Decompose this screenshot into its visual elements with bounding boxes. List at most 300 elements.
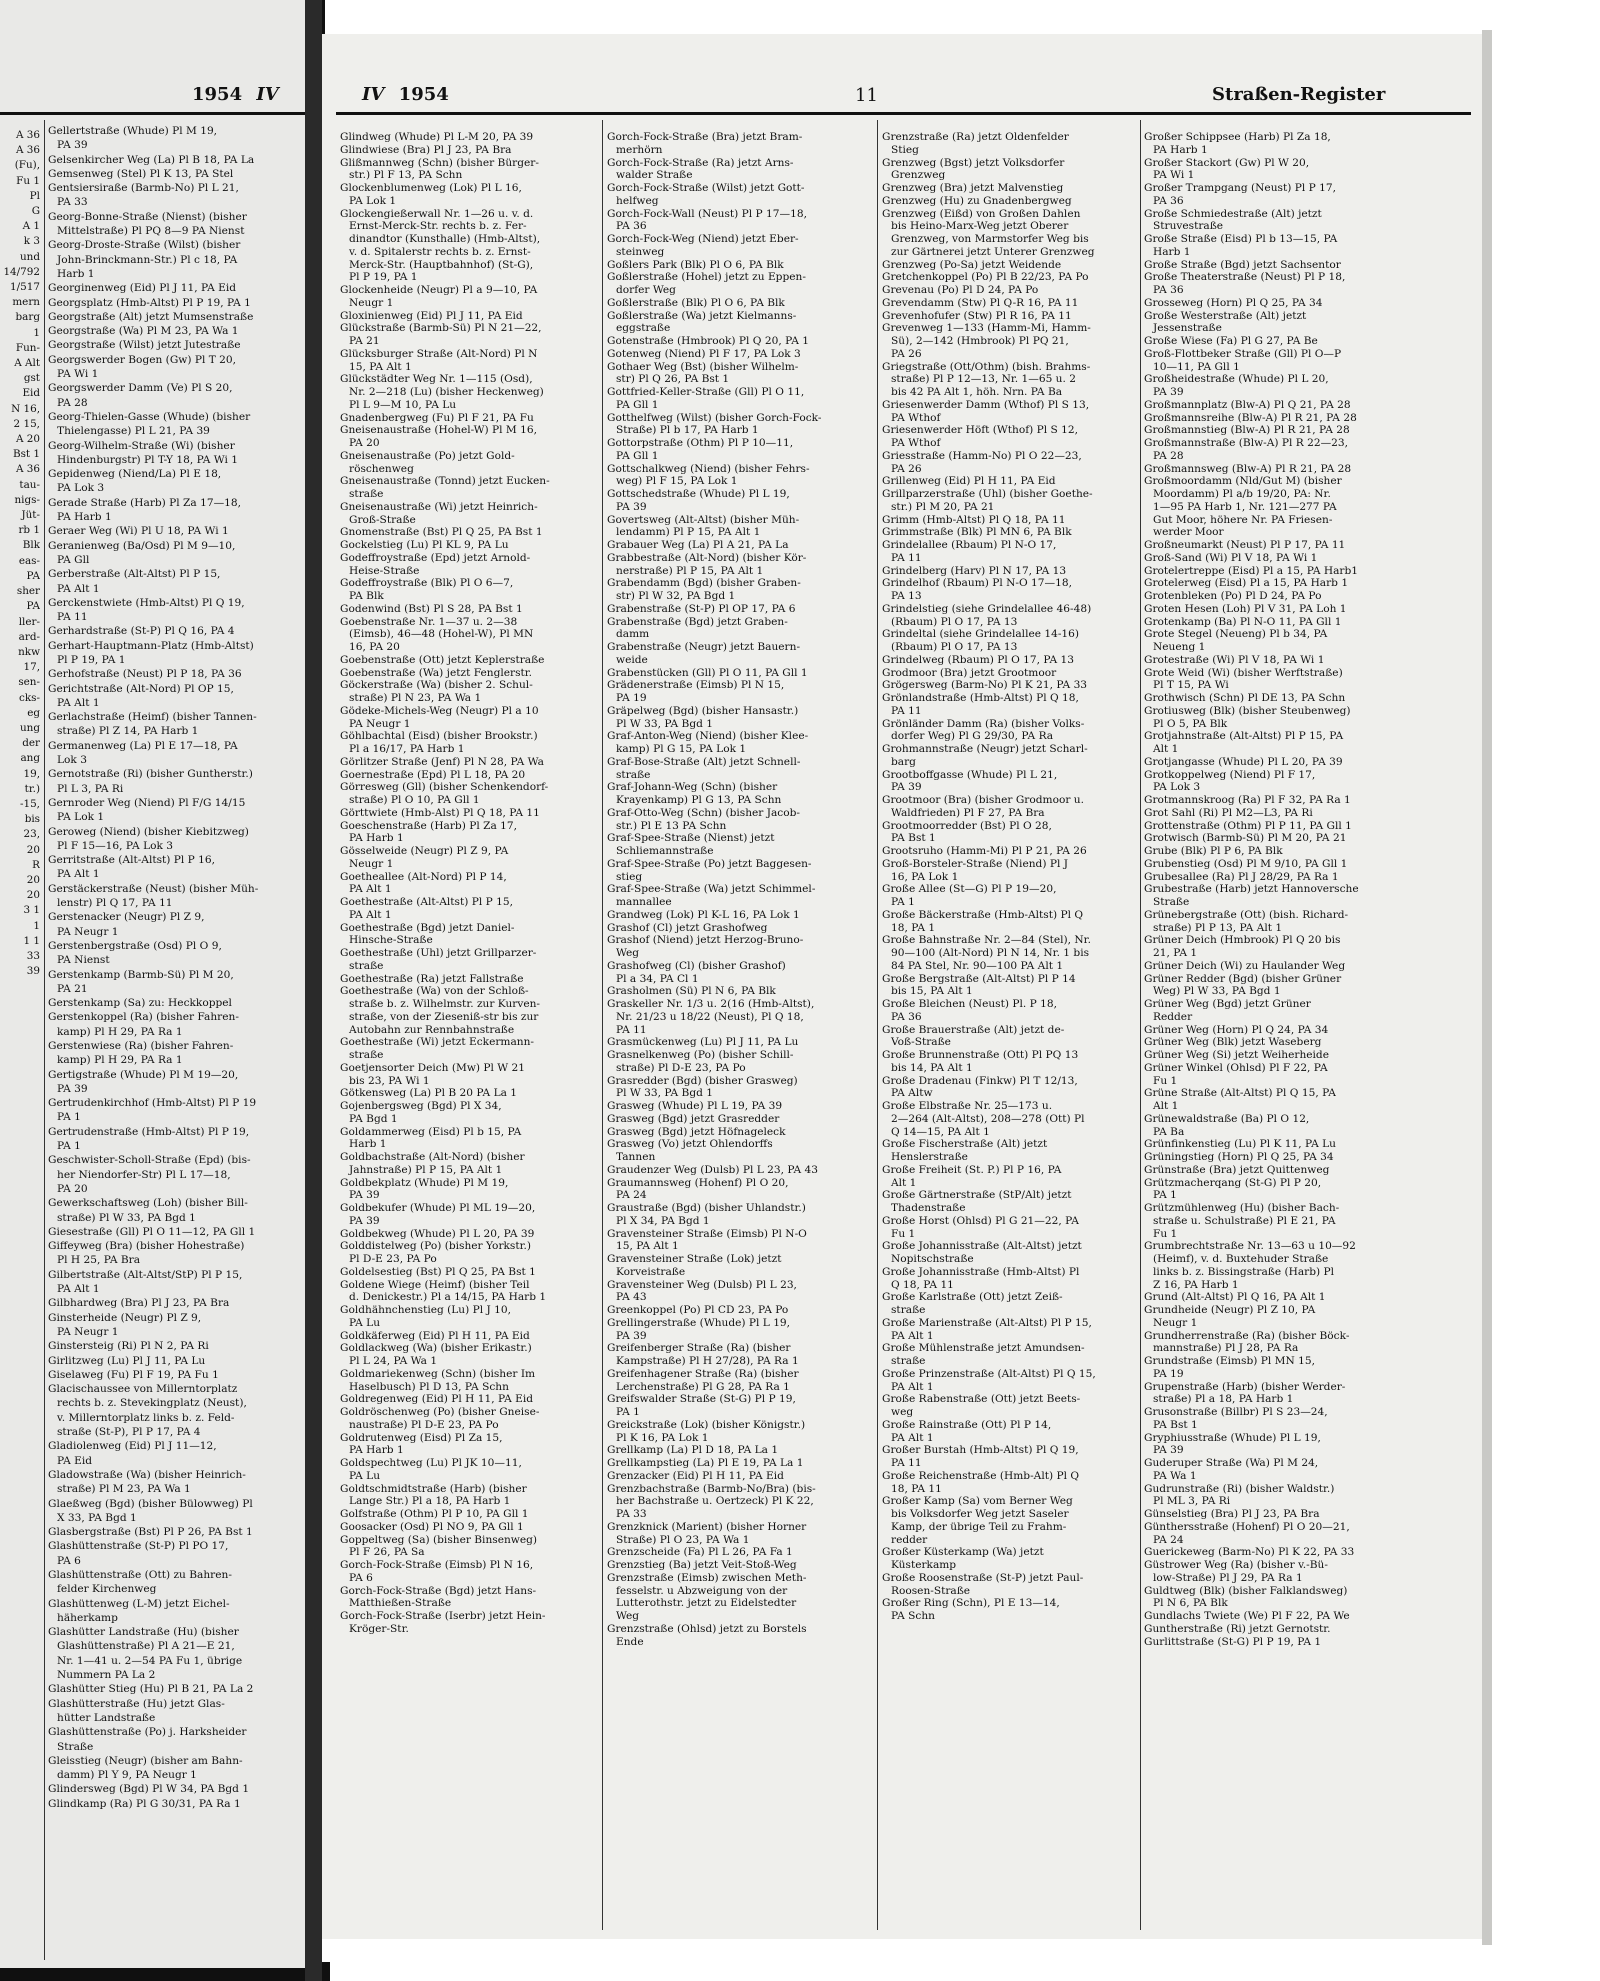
register-entry: Großmannstraße (Blw-A) Pl R 22—23, [1144,437,1349,449]
register-entry: Graf-Otto-Weg (Schn) (bisher Jacob- [607,806,800,819]
register-entry-continuation: Waldfrieden) Pl F 27, PA Bra [891,806,1045,819]
margin-fragment: R [32,858,40,871]
register-entry-continuation: Thadenstraße [891,1202,966,1214]
register-entry-continuation: PA Alt 1 [349,908,392,921]
register-entry-continuation: straße [349,959,384,972]
register-entry: Grosseweg (Horn) Pl Q 25, PA 34 [1144,296,1323,309]
register-entry: Grindelweg (Rbaum) Pl O 17, PA 13 [882,653,1075,666]
register-entry: Großer Trampgang (Neust) Pl P 17, [1144,182,1336,194]
left-column-divider [44,120,45,1960]
register-entry: Grevenweg 1—133 (Hamm-Mi, Hamm- [882,322,1091,335]
register-entry: Gerstenacker (Neugr) Pl Z 9, [48,911,205,924]
register-entry-continuation: Matthießen-Straße [349,1597,452,1610]
register-entry-continuation: Alt 1 [1153,743,1179,755]
left-page [0,0,305,1968]
register-entry: Gundlachs Twiete (We) Pl F 22, PA We [1144,1610,1350,1622]
register-entry: Glindweg (Whude) Pl L-M 20, PA 39 [340,131,534,143]
margin-fragment: 20 [26,889,40,902]
register-entry-continuation: PA Alt 1 [57,868,100,881]
register-entry: Glockenblumenweg (Lok) Pl L 16, [340,182,522,194]
register-entry-continuation: PA 1 [616,1406,640,1418]
register-entry-continuation: straße u. Schulstraße) Pl E 21, PA [1153,1214,1336,1227]
register-entry: Große Roosenstraße (St-P) jetzt Paul- [882,1571,1084,1584]
register-entry: Grotelerweg (Eisd) Pl a 15, PA Harb 1 [1144,577,1349,590]
register-entry-continuation: v. Millerntorplatz links b. z. Feld- [57,1411,235,1424]
register-entry-continuation: PA 1 [1153,1189,1177,1202]
register-entry: Gotthelfweg (Wilst) (bisher Gorch-Fock- [607,411,822,424]
register-entry: Gernroder Weg (Niend) Pl F/G 14/15 [48,796,246,809]
register-entry: Gravensteiner Straße (Lok) jetzt [607,1253,782,1265]
register-entry: Grashof (Niend) jetzt Herzog-Bruno- [607,934,804,947]
register-entry-continuation: straße [891,1304,926,1316]
register-entry: Griesstraße (Hamm-No) Pl O 22—23, [882,449,1082,462]
register-entry: Grundheide (Neugr) Pl Z 10, PA [1144,1304,1316,1316]
margin-fragment: (Fu), [14,159,40,172]
register-entry-continuation: damm) Pl Y 9, PA Neugr 1 [57,1769,197,1782]
margin-fragment: A Alt [14,357,40,370]
register-entry-continuation: straße b. z. Wilhelmstr. zur Kurven- [349,998,541,1010]
register-entry-continuation: PA 24 [616,1189,647,1202]
register-entry: Goetjensorter Deich (Mw) Pl W 21 [340,1061,526,1074]
register-entry: Große Rabenstraße (Ott) jetzt Beets- [882,1393,1081,1406]
register-entry: Goldröschenweg (Po) (bisher Gneise- [340,1406,540,1418]
margin-fragment: 20 [26,843,40,856]
margin-fragment: tau- [19,478,40,491]
register-entry: Grote Weid (Wi) (bisher Werftstraße) [1144,666,1343,679]
register-entry-continuation: d. Denickestr.) Pl a 14/15, PA Harb 1 [349,1291,547,1304]
register-entry: Grasmückenweg (Lu) Pl J 11, PA Lu [607,1036,799,1049]
register-entry: Grillenweg (Eid) Pl H 11, PA Eid [882,475,1056,488]
register-entry: Glückstädter Weg Nr. 1—115 (Osd), [340,373,533,386]
register-column-4 [1144,131,1478,1648]
register-entry-continuation: Thielengasse) Pl L 21, PA 39 [57,425,210,438]
register-entry: Goßlerstraße (Hohel) jetzt zu Eppen- [607,271,806,284]
register-entry: Gneisenaustraße (Hohel-W) Pl M 16, [340,424,537,437]
register-entry-continuation: Stieg [891,143,919,156]
register-entry: Gottorpstraße (Othm) Pl P 10—11, [607,437,794,449]
register-entry-continuation: John-Brinckmann-Str.) Pl c 18, PA [57,253,238,266]
register-entry: Georginenweg (Eid) Pl J 11, PA Eid [48,282,237,295]
register-entry: Greifswalder Straße (St-G) Pl P 19, [607,1393,796,1406]
register-entry-continuation: PA Gll 1 [616,449,659,462]
margin-fragment: 14/792 [3,265,40,278]
register-entry: Grasweg (Bgd) jetzt Höfnageleck [607,1125,786,1138]
register-entry-continuation: Schliemannstraße [616,845,714,857]
register-entry-continuation: PA Alt 1 [57,1283,100,1296]
register-entry: Goethestraße (Wa) von der Schloß- [340,985,529,998]
register-entry-continuation: Haselbusch) Pl D 13, PA Schn [349,1380,509,1393]
register-entry: Göckerstraße (Wa) (bisher 2. Schul- [340,679,533,692]
register-entry-continuation: Alt 1 [1153,1100,1179,1112]
register-entry: Große Prinzenstraße (Alt-Altst) Pl Q 15, [882,1367,1096,1380]
register-entry: Großheidestraße (Whude) Pl L 20, [1144,373,1329,386]
register-entry: Grünstraße (Bra) jetzt Quittenweg [1144,1163,1330,1176]
register-entry-continuation: Mittelstraße) Pl PQ 8—9 PA Nienst [57,225,245,238]
margin-fragment: k 3 [23,235,40,248]
register-entry-continuation: dorfer Weg) Pl G 29/30, PA Ra [891,730,1054,743]
register-entry: Gladiolenweg (Eid) Pl J 11—12, [48,1440,217,1453]
register-entry: Goernestraße (Epd) Pl L 18, PA 20 [340,768,526,781]
register-entry-continuation: PA 28 [1153,449,1184,462]
register-entry: Grabbestraße (Alt-Nord) (bisher Kör- [607,551,807,564]
register-entry: Große Johannisstraße (Hmb-Altst) Pl [882,1265,1080,1278]
register-entry-continuation: rechts b. z. Stevekingplatz (Neust), [57,1397,247,1410]
register-entry: Gorch-Fock-Weg (Niend) jetzt Eber- [607,233,799,245]
register-entry-continuation: PA Nienst [57,954,110,967]
left-header-year: 1954 [192,84,243,105]
register-entry: Grüner Winkel (Ohlsd) Pl F 22, PA [1144,1061,1328,1074]
register-entry-continuation: Pl K 16, PA Lok 1 [616,1431,709,1444]
register-entry: Grothwisch (Schn) Pl DE 13, PA Schn [1144,692,1346,704]
margin-fragment: 19, [23,767,40,780]
register-entry-continuation: PA Alt 1 [57,696,100,709]
register-entry-continuation: nerstraße) Pl P 15, PA Alt 1 [616,564,764,577]
margin-fragment: 1 [33,919,40,932]
register-entry: Gertigstraße (Whude) Pl M 19—20, [48,1068,239,1081]
register-entry-continuation: PA 33 [616,1508,647,1520]
register-entry: Grillparzerstraße (Uhl) (bisher Goethe- [882,488,1093,500]
register-entry: Grenzacker (Eid) Pl H 11, PA Eid [607,1469,784,1482]
register-entry: Grube (Blk) Pl P 6, PA Blk [1144,845,1283,857]
register-entry: Grönlandstraße (Hmb-Altst) Pl Q 18, [882,692,1079,704]
register-entry-continuation: Jahnstraße) Pl P 15, PA Alt 1 [349,1163,503,1176]
register-entry: Gneisenaustraße (Po) jetzt Gold- [340,449,515,462]
left-header-part: IV [256,84,279,105]
register-entry: Goebenstraße (Wa) jetzt Fenglerstr. [340,666,533,679]
register-entry: Greifenberger Straße (Ra) (bisher [607,1342,791,1355]
register-entry: Gnomenstraße (Bst) Pl Q 25, PA Bst 1 [340,526,543,539]
register-entry-continuation: lendamm) Pl P 15, PA Alt 1 [616,526,761,539]
register-entry-continuation: her Niendorfer-Str) Pl L 17—18, [57,1168,231,1181]
register-entry: Glashüttenstraße (Po) j. Harksheider [48,1726,247,1739]
register-entry: Gerstenbergstraße (Osd) Pl O 9, [48,939,222,952]
register-entry: Großer Ring (Schn), Pl E 13—14, [882,1597,1060,1610]
register-entry: Glashütter Landstraße (Hu) (bisher [48,1626,239,1639]
register-entry-continuation: Harb 1 [1153,245,1191,258]
register-entry-continuation: Pl L 24, PA Wa 1 [349,1355,438,1367]
register-entry: Georgstraße (Wilst) jetzt Jutestraße [48,339,241,352]
register-entry-continuation: straße) Pl O 10, PA Gll 1 [349,794,480,806]
register-entry: Grevenau (Po) Pl D 24, PA Po [882,284,1039,296]
register-entry-continuation: Straße) Pl b 17, PA Harb 1 [616,424,759,437]
register-entry: Gorch-Fock-Straße (Wilst) jetzt Gott- [607,182,805,194]
register-entry: Georgsplatz (Hmb-Altst) Pl P 19, PA 1 [48,296,251,309]
register-entry-continuation: Lutterothstr. jetzt zu Eidelstedter [616,1597,797,1610]
register-entry-continuation: PA Bst 1 [1153,1418,1198,1431]
register-entry: Grenzweg (Po-Sa) jetzt Weidende [882,258,1062,271]
register-entry: Graumannsweg (Hohenf) Pl O 20, [607,1176,789,1189]
register-entry: Goldtschmidtstraße (Harb) (bisher [340,1482,527,1495]
register-entry-continuation: X 33, PA Bgd 1 [57,1511,137,1524]
register-entry-continuation: PA Altw [891,1087,933,1100]
register-entry: Graskeller Nr. 1/3 u. 2(16 (Hmb-Altst), [607,998,815,1010]
register-entry: Golfstraße (Othm) Pl P 10, PA Gll 1 [340,1508,529,1520]
register-entry: Grüner Weg (Horn) Pl Q 24, PA 34 [1144,1023,1329,1036]
register-entry-continuation: str) Pl W 32, PA Bgd 1 [616,590,736,602]
margin-fragment: nkw [18,645,40,658]
register-entry-continuation: Krayenkamp) Pl G 13, PA Schn [616,794,782,806]
register-entry-continuation: Neugr 1 [349,296,394,309]
register-entry: Gloxinienweg (Eid) Pl J 11, PA Eid [340,309,523,322]
register-entry: Großmannsreihe (Blw-A) Pl R 21, PA 28 [1144,411,1357,424]
register-entry-continuation: naustraße) Pl D-E 23, PA Po [349,1418,499,1431]
register-entry: Grottenstraße (Othm) Pl P 11, PA Gll 1 [1144,819,1352,832]
register-entry: Gerckenstwiete (Hmb-Altst) Pl Q 19, [48,596,245,609]
register-entry: Görresweg (Gll) (bisher Schenkendorf- [340,781,549,794]
register-entry: Geschwister-Scholl-Straße (Epd) (bis- [48,1154,251,1167]
register-entry: Goldregenweg (Eid) Pl H 11, PA Eid [340,1393,534,1406]
register-entry: Georg-Bonne-Straße (Nienst) (bisher [48,210,247,223]
register-entry-continuation: kamp) Pl G 15, PA Lok 1 [616,743,747,755]
register-entry-continuation: Pl L 9—M 10, PA Lu [349,398,457,411]
register-entry: Grützmacherqang (St-G) Pl P 20, [1144,1176,1322,1189]
register-entry-continuation: Kamp, der übrige Teil zu Frahm- [891,1520,1067,1533]
register-entry-continuation: Lok 3 [57,754,87,767]
register-entry: Godeffroystraße (Epd) jetzt Arnold- [340,551,531,564]
margin-fragment: G [31,205,40,218]
register-entry: Gösselweide (Neugr) Pl Z 9, PA [340,845,509,857]
register-entry-continuation: PA 39 [349,1189,380,1202]
right-header-part: IV [362,84,385,105]
register-entry: Grasnelkenweg (Po) (bisher Schill- [607,1049,794,1061]
register-entry: Grabenstraße (Neugr) jetzt Bauern- [607,641,801,653]
register-entry-continuation: straße [349,1049,384,1061]
register-entry-continuation: bis 42 PA Alt 1, höh. Nrn. PA Ba [891,386,1063,398]
register-entry: Grindelallee (Rbaum) Pl N-O 17, [882,539,1057,551]
register-entry: Glaeßweg (Bgd) (bisher Bülowweg) Pl [48,1497,253,1510]
register-entry: Guerickeweg (Barm-No) Pl K 22, PA 33 [1144,1546,1355,1559]
register-entry: Glockengießerwall Nr. 1—26 u. v. d. [340,207,534,220]
register-entry: Gewerkschaftsweg (Loh) (bisher Bill- [48,1197,248,1210]
register-entry: Grüner Deich (Wi) zu Haulander Weg [1144,959,1346,972]
register-entry: Goßlerstraße (Wa) jetzt Kielmanns- [607,309,797,322]
register-entry: Glißmannweg (Schn) (bisher Bürger- [340,156,539,169]
margin-fragment: gst [23,372,40,385]
margin-fragment: Jüt- [21,509,40,522]
register-entry: Grüner Weg (Bgd) jetzt Grüner [1144,998,1311,1010]
register-entry-continuation: PA 24 [1153,1533,1184,1546]
register-entry: Goebenstraße (Ott) jetzt Keplerstraße [340,653,545,666]
register-entry-continuation: Pl O 5, PA Blk [1153,717,1228,730]
register-entry: Grützmühlenweg (Hu) (bisher Bach- [1144,1202,1340,1214]
register-entry: Georgswerder Damm (Ve) Pl S 20, [48,382,233,395]
register-entry-continuation: straße, von der Zieseniß-str bis zur [349,1010,539,1023]
register-entry: Gerstenwiese (Ra) (bisher Fahren- [48,1040,234,1052]
register-entry: Gotenstraße (Hmbrook) Pl Q 20, PA 1 [607,335,809,347]
register-entry: Gerhart-Hauptmann-Platz (Hmb-Altst) [48,639,254,652]
register-entry: Grenzbachstraße (Barmb-No/Bra) (bis- [607,1482,816,1495]
register-entry: Graudenzer Weg (Dulsb) Pl L 23, PA 43 [607,1163,818,1176]
register-entry-continuation: Pl N 6, PA Blk [1153,1597,1228,1610]
register-entry-continuation: Hinsche-Straße [349,934,433,947]
register-entry: Ginstersteig (Ri) Pl N 2, PA Ri [48,1340,209,1353]
register-title: Straßen-Register [1212,84,1386,105]
register-entry-continuation: PA 6 [349,1571,373,1584]
register-entry-continuation: PA Eid [57,1454,93,1467]
register-entry: Grünewaldstraße (Ba) Pl O 12, [1144,1112,1310,1125]
register-entry-continuation: hütter Landstraße [57,1711,156,1724]
register-entry: Grellkampstieg (La) Pl E 19, PA La 1 [607,1457,804,1469]
register-entry: Gottfried-Keller-Straße (Gll) Pl O 11, [607,386,805,398]
register-entry-continuation: PA 36 [1153,194,1184,207]
register-entry-continuation: Autobahn zur Rennbahnstraße [349,1023,515,1036]
register-entry-continuation: PA 39 [616,500,647,513]
register-entry: Große Straße (Bgd) jetzt Sachsentor [1144,258,1341,271]
register-entry: Große Horst (Ohlsd) Pl G 21—22, PA [882,1214,1079,1227]
register-entry-continuation: PA Neugr 1 [57,925,119,938]
margin-fragment: A 1 [22,220,40,233]
register-entry-continuation: damm [616,628,650,641]
margin-fragment: nigs- [14,493,40,506]
register-entry-continuation: kamp) Pl H 29, PA Ra 1 [57,1025,183,1038]
register-entry: Grenzstraße (Ohlsd) jetzt zu Borstels [607,1622,807,1635]
register-entry-continuation: Nopitschstraße [891,1253,974,1265]
register-entry-continuation: 1—95 PA Harb 1, Nr. 121—277 PA [1153,500,1337,513]
register-entry-continuation: redder [891,1533,928,1546]
register-entry-continuation: PA Alt 1 [891,1380,934,1393]
register-entry: Grimmstraße (Blk) Pl MN 6, PA Blk [882,526,1072,539]
register-entry: Georg-Thielen-Gasse (Whude) (bisher [48,410,251,423]
register-entry: Gotenweg (Niend) Pl F 17, PA Lok 3 [607,347,801,360]
register-entry-continuation: bis 15, PA Alt 1 [891,985,973,998]
register-entry-continuation: werder Moor [1153,526,1224,539]
register-entry: Goldbachstraße (Alt-Nord) (bisher [340,1151,525,1163]
column-divider-3 [1140,120,1141,1930]
register-entry-continuation: straße) Pl N 23, PA Wa 1 [349,692,482,704]
register-entry-continuation: 90—100 (Alt-Nord) Pl N 14, Nr. 1 bis [891,947,1090,959]
register-entry-continuation: PA Wthof [891,411,941,424]
register-entry-continuation: 15, PA Alt 1 [616,1240,679,1253]
register-entry: Glindwiese (Bra) Pl J 23, PA Bra [340,143,512,156]
register-entry-continuation: straße) Pl D-E 23, PA Po [616,1061,746,1074]
register-entry: Glindersweg (Bgd) Pl W 34, PA Bgd 1 [48,1783,250,1796]
register-entry: Groten Hesen (Loh) Pl V 31, PA Loh 1 [1144,602,1347,615]
register-entry: Günthersstraße (Hohenf) Pl O 20—21, [1144,1520,1350,1533]
register-entry: Große Bäckerstraße (Hmb-Altst) Pl Q [882,908,1084,921]
register-entry-continuation: Nr. 21/23 u 18/22 (Neust), Pl Q 18, [616,1010,804,1023]
register-entry-continuation: str.) Pl F 13, PA Schn [349,169,463,182]
register-entry-continuation: bis Volksdorfer Weg jetzt Saseler [891,1508,1069,1520]
register-entry: Graustraße (Bgd) (bisher Uhlandstr.) [607,1202,806,1214]
register-entry: Goldspechtweg (Lu) Pl JK 10—11, [340,1457,522,1469]
margin-fragment: 17, [23,661,40,674]
register-entry: Große Karlstraße (Ott) jetzt Zeiß- [882,1291,1063,1304]
register-entry: Graf-Anton-Weg (Niend) (bisher Klee- [607,730,809,743]
register-entry: Glückstraße (Barmb-Sü) Pl N 21—22, [340,322,542,335]
register-entry: Glacischaussee von Millerntorplatz [48,1383,238,1396]
register-entry: Große Reichenstraße (Hmb-Alt) Pl Q [882,1469,1080,1482]
margin-fragment: 3 1 [23,904,40,917]
register-entry: Güstrower Weg (Ra) (bisher v.-Bü- [1144,1559,1328,1571]
register-entry: Grädenerstraße (Eimsb) Pl N 15, [607,679,785,692]
register-entry-continuation: PA Harb 1 [349,832,404,845]
register-entry-continuation: PA 13 [891,590,922,602]
register-entry-continuation: PA 39 [891,781,922,794]
register-entry-continuation: Pl ML 3, PA Ri [1153,1495,1231,1508]
register-entry: Grootmoor (Bra) (bisher Grodmoor u. [882,794,1084,806]
right-header-rule [336,112,1471,115]
register-entry-continuation: Grenzweg, von Marmstorfer Weg bis [891,233,1089,245]
margin-fragment: sher [16,585,40,598]
register-entry: Görlitzer Straße (Jenf) Pl N 28, PA Wa [340,755,544,768]
register-entry: Großmannstieg (Blw-A) Pl R 21, PA 28 [1144,424,1350,437]
register-entry-continuation: Pl H 25, PA Bra [57,1254,141,1267]
register-entry: Gorch-Fock-Straße (Iserbr) jetzt Hein- [340,1610,546,1622]
register-entry-continuation: PA Lu [349,1316,381,1329]
register-entry-continuation: (Rbaum) Pl O 17, PA 13 [891,641,1018,653]
register-entry-continuation: straße) Pl a 18, PA Harb 1 [1153,1393,1294,1406]
register-entry: Goetheallee (Alt-Nord) Pl P 14, [340,870,507,883]
register-entry: Grenzweg (Bra) jetzt Malvenstieg [882,182,1064,194]
register-entry-continuation: PA 33 [57,196,88,209]
register-entry: Gottschalkweg (Niend) (bisher Fehrs- [607,462,810,475]
margin-fragment: A 36 [15,463,40,476]
register-entry: Grindeltal (siehe Grindelallee 14-16) [882,628,1080,641]
register-entry-continuation: Roosen-Straße [891,1584,971,1597]
margin-fragment: barg [15,311,40,324]
margin-fragment: Bst 1 [12,448,40,461]
register-entry: Grünfinkenstieg (Lu) Pl K 11, PA Lu [1144,1138,1336,1151]
register-entry: Grindelstieg (siehe Grindelallee 46-48) [882,602,1092,615]
register-entry: Große Dradenau (Finkw) Pl T 12/13, [882,1074,1078,1087]
register-entry: Gravensteiner Weg (Dulsb) Pl L 23, [607,1278,797,1291]
register-entry: Goßlerstraße (Blk) Pl O 6, PA Blk [607,296,785,309]
register-entry-continuation: v. d. Spitalerstr rechts b. z. Ernst- [349,245,531,258]
register-entry-continuation: Moordamm) Pl a/b 19/20, PA: Nr. [1153,488,1331,500]
register-entry: Gerade Straße (Harb) Pl Za 17—18, [48,496,242,509]
register-entry: Glashüttenstraße (Ott) zu Bahren- [48,1568,232,1581]
register-entry-continuation: PA 1 [57,1140,81,1153]
register-entry: Gertrudenstraße (Hmb-Altst) Pl P 19, [48,1125,250,1138]
register-entry: Großmoordamm (Nld/Gut M) (bisher [1144,475,1342,488]
register-entry: Goethestraße (Alt-Altst) Pl P 15, [340,896,513,908]
register-entry-continuation: Struvestraße [1153,220,1224,233]
register-entry-continuation: PA Gll [57,553,90,566]
register-entry: Grabendamm (Bgd) (bisher Graben- [607,577,801,590]
register-entry: Große Allee (St—G) Pl P 19—20, [882,883,1057,896]
register-entry: Grasweg (Vo) jetzt Ohlendorffs [607,1138,773,1151]
register-entry: Gorch-Fock-Wall (Neust) Pl P 17—18, [607,207,807,220]
register-entry-continuation: links b. z. Bissingstraße (Harb) Pl [1153,1265,1335,1278]
register-entry-continuation: PA Lok 3 [57,482,105,495]
register-entry-continuation: Fu 1 [1153,1074,1178,1087]
register-entry-continuation: Weg [616,947,640,959]
margin-fragment: eg [27,706,40,719]
register-entry: Gerritstraße (Alt-Altst) Pl P 16, [48,854,216,867]
register-entry: Gentsiersiraße (Barmb-No) Pl L 21, [48,182,239,195]
margin-fragment: 1/517 [10,281,40,294]
register-entry-continuation: Pl W 33, PA Bgd 1 [616,1087,713,1100]
register-entry-continuation: häherkamp [57,1611,118,1624]
register-entry-continuation: Fu 1 [891,1227,916,1240]
register-entry: Graf-Spee-Straße (Po) jetzt Baggesen- [607,857,812,870]
register-entry: Goethestraße (Wi) jetzt Eckermann- [340,1036,534,1049]
register-entry: Große Johannisstraße (Alt-Altst) jetzt [882,1240,1082,1253]
register-entry: Grusonstraße (Billbr) Pl S 23—24, [1144,1406,1328,1418]
register-entry: Großer Kamp (Sa) vom Berner Weg [882,1495,1073,1508]
register-entry: Grögersweg (Barm-No) Pl K 21, PA 33 [882,679,1088,692]
register-entry-continuation: PA Lok 1 [57,811,105,824]
register-entry: Goldbekufer (Whude) Pl ML 19—20, [340,1202,536,1214]
register-entry-continuation: Q 14—15, PA Alt 1 [891,1125,990,1138]
register-entry: Graf-Spee-Straße (Wa) jetzt Schimmel- [607,883,816,896]
margin-fragment: eas- [18,554,40,567]
register-entry: Goldammerweg (Eisd) Pl b 15, PA [340,1125,522,1138]
register-entry-continuation: Ernst-Merck-Str. rechts b. z. Fer- [349,220,527,233]
margin-fragment: sen- [18,676,40,689]
register-entry: Guderuper Straße (Wa) Pl M 24, [1144,1457,1319,1469]
register-entry: Gorch-Fock-Straße (Bra) jetzt Bram- [607,131,803,143]
